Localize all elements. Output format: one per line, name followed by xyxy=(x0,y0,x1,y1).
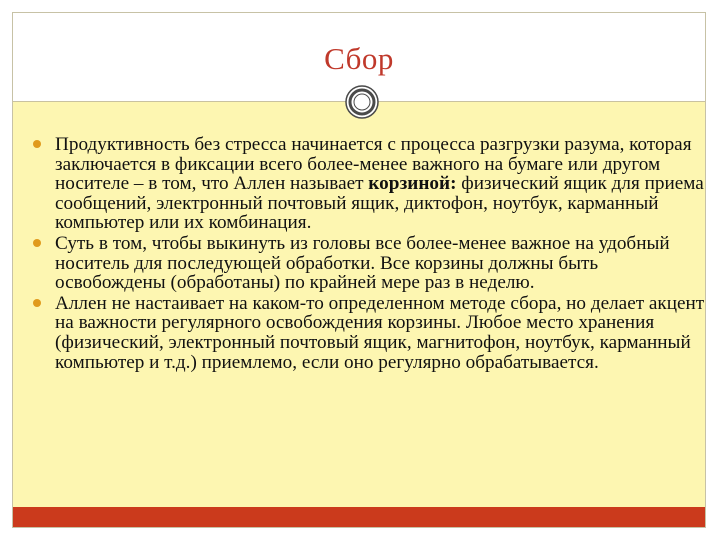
bullet-text: Суть в том, чтобы выкинуть из головы все более-менее важное на удобный носитель для последующей обработки. Все корзины должны быть освобождены (обработаны) по крайней мере раз в неделю. xyxy=(55,232,670,294)
bottom-bar xyxy=(13,507,705,527)
bullet-list xyxy=(31,135,707,373)
bullet-emphasis: корзиной: xyxy=(368,173,457,195)
bullet-dot-icon xyxy=(33,299,41,307)
list-item xyxy=(31,135,707,233)
bullet-text: Аллен не настаивает на каком-то определенном методе сбора, но делает акцент на важности регулярного освобождения корзины. Любое место хранения (физический, электронный почтовый ящик, магнитофон, ноутбук, карманный компьютер и т.д.) приемлемо, если оно регулярно обрабатывается. xyxy=(55,292,705,373)
slide-title: Сбор xyxy=(324,41,394,76)
list-item xyxy=(31,234,707,293)
bullet-dot-icon xyxy=(33,239,41,247)
ring-ornament-icon xyxy=(345,85,379,119)
bullet-text: Продуктивность без стресса начинается с процесса разгрузки разума, которая заключается в фиксации всего более-менее важного на бумаге или другом носителе – в том, что Аллен называет xyxy=(55,134,692,195)
slide xyxy=(12,12,706,528)
bullet-dot-icon xyxy=(33,140,41,148)
bullet-text-continued: физический ящик для приема сообщений, электронный почтовый ящик, диктофон, ноутбук, карманный компьютер или их комбинация. xyxy=(55,173,704,234)
list-item xyxy=(31,294,707,372)
